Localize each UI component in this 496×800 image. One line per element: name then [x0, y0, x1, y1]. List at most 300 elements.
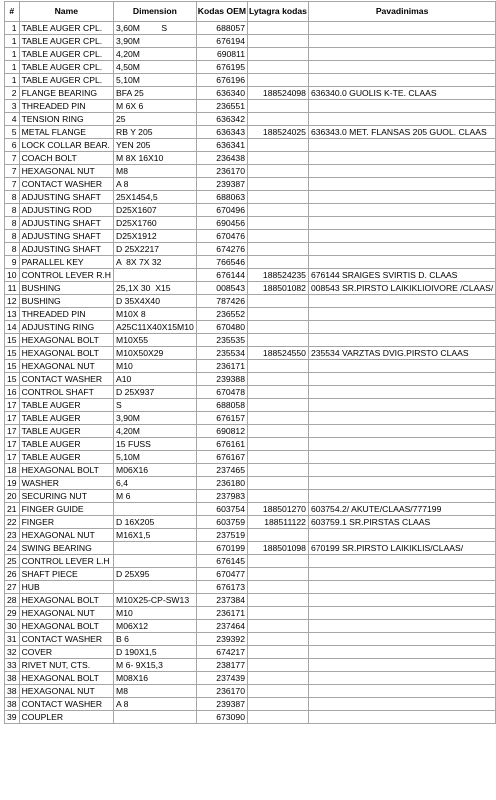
cell-lytagra: [247, 360, 308, 373]
cell-pavadinimas: 603759.1 SR.PIRSTAS CLAAS: [308, 516, 495, 529]
table-row: [5, 620, 496, 633]
cell-oem: 670476: [196, 230, 247, 243]
cell-name: RIVET NUT, CTS.: [19, 659, 113, 672]
cell-pavadinimas: [308, 412, 495, 425]
table-row: [5, 204, 496, 217]
table-row: [5, 295, 496, 308]
cell-num: 31: [5, 633, 20, 646]
cell-pavadinimas: 676144 SRAIGES SVIRTIS D. CLAAS: [308, 269, 495, 282]
cell-oem: 766546: [196, 256, 247, 269]
table-row: [5, 256, 496, 269]
cell-pavadinimas: 603754.2/ AKUTE/CLAAS/777199: [308, 503, 495, 516]
cell-lytagra: 188501082: [247, 282, 308, 295]
cell-num: 22: [5, 516, 20, 529]
table-row: [5, 87, 496, 100]
cell-num: 38: [5, 698, 20, 711]
table-row: [5, 542, 496, 555]
cell-name: HEXAGONAL NUT: [19, 165, 113, 178]
cell-lytagra: [247, 48, 308, 61]
cell-dimension: A 8X 7X 32: [114, 256, 197, 269]
table-row: [5, 659, 496, 672]
cell-dimension: 25: [114, 113, 197, 126]
cell-pavadinimas: [308, 685, 495, 698]
cell-oem: 236180: [196, 477, 247, 490]
header-lytagra: Lytagra kodas: [247, 2, 308, 22]
cell-dimension: YEN 205: [114, 139, 197, 152]
cell-num: 15: [5, 360, 20, 373]
cell-lytagra: [247, 594, 308, 607]
cell-dimension: D 25X95: [114, 568, 197, 581]
cell-dimension: M08X16: [114, 672, 197, 685]
cell-oem: 674217: [196, 646, 247, 659]
cell-oem: 690811: [196, 48, 247, 61]
cell-num: 28: [5, 594, 20, 607]
cell-lytagra: [247, 74, 308, 87]
table-row: [5, 503, 496, 516]
cell-dimension: D25X1760: [114, 217, 197, 230]
cell-dimension: BFA 25: [114, 87, 197, 100]
table-row: [5, 178, 496, 191]
cell-lytagra: [247, 633, 308, 646]
header-name: Name: [19, 2, 113, 22]
cell-lytagra: [247, 568, 308, 581]
cell-lytagra: [247, 464, 308, 477]
cell-oem: 670199: [196, 542, 247, 555]
cell-oem: 676157: [196, 412, 247, 425]
cell-dimension: M 8X 16X10: [114, 152, 197, 165]
cell-lytagra: [247, 685, 308, 698]
cell-num: 6: [5, 139, 20, 152]
cell-dimension: 3,90M: [114, 412, 197, 425]
cell-pavadinimas: [308, 659, 495, 672]
table-row: [5, 672, 496, 685]
cell-oem: 603759: [196, 516, 247, 529]
cell-dimension: 25X1454,5: [114, 191, 197, 204]
table-row: [5, 126, 496, 139]
cell-lytagra: [247, 373, 308, 386]
cell-num: 17: [5, 412, 20, 425]
table-row: [5, 490, 496, 503]
cell-oem: 235535: [196, 334, 247, 347]
cell-dimension: A25C11X40X15M10: [114, 321, 197, 334]
table-row: [5, 22, 496, 35]
cell-num: 11: [5, 282, 20, 295]
cell-dimension: M8: [114, 685, 197, 698]
cell-pavadinimas: [308, 204, 495, 217]
cell-num: 1: [5, 74, 20, 87]
cell-oem: 235534: [196, 347, 247, 360]
table-row: [5, 269, 496, 282]
cell-lytagra: [247, 529, 308, 542]
cell-dimension: 6,4: [114, 477, 197, 490]
cell-pavadinimas: [308, 334, 495, 347]
table-row: [5, 152, 496, 165]
cell-dimension: M10: [114, 360, 197, 373]
cell-dimension: D 190X1,5: [114, 646, 197, 659]
cell-dimension: B 6: [114, 633, 197, 646]
cell-pavadinimas: [308, 256, 495, 269]
cell-num: 1: [5, 22, 20, 35]
cell-name: HEXAGONAL BOLT: [19, 620, 113, 633]
cell-oem: 239392: [196, 633, 247, 646]
cell-pavadinimas: [308, 165, 495, 178]
cell-dimension: M10X 8: [114, 308, 197, 321]
table-row: [5, 243, 496, 256]
cell-name: HEXAGONAL NUT: [19, 607, 113, 620]
header-dimension: Dimension: [114, 2, 197, 22]
cell-oem: 636343: [196, 126, 247, 139]
cell-lytagra: [247, 61, 308, 74]
cell-oem: 008543: [196, 282, 247, 295]
cell-lytagra: [247, 425, 308, 438]
cell-dimension: A10: [114, 373, 197, 386]
cell-lytagra: [247, 451, 308, 464]
cell-num: 7: [5, 178, 20, 191]
cell-num: 29: [5, 607, 20, 620]
cell-dimension: [114, 555, 197, 568]
table-row: [5, 230, 496, 243]
cell-name: TABLE AUGER: [19, 425, 113, 438]
cell-num: 17: [5, 451, 20, 464]
table-row: [5, 464, 496, 477]
cell-pavadinimas: [308, 620, 495, 633]
cell-dimension: M06X16: [114, 464, 197, 477]
table-row: [5, 516, 496, 529]
cell-name: CONTACT WASHER: [19, 373, 113, 386]
cell-lytagra: [247, 646, 308, 659]
cell-name: WASHER: [19, 477, 113, 490]
cell-oem: 237439: [196, 672, 247, 685]
cell-lytagra: [247, 555, 308, 568]
cell-oem: 676167: [196, 451, 247, 464]
cell-pavadinimas: [308, 22, 495, 35]
cell-oem: 237519: [196, 529, 247, 542]
cell-num: 17: [5, 438, 20, 451]
cell-lytagra: 188524025: [247, 126, 308, 139]
cell-pavadinimas: [308, 295, 495, 308]
table-row: [5, 646, 496, 659]
cell-num: 30: [5, 620, 20, 633]
cell-pavadinimas: 670199 SR.PIRSTO LAIKIKLIS/CLAAS/: [308, 542, 495, 555]
cell-lytagra: [247, 490, 308, 503]
table-row: [5, 100, 496, 113]
table-row: [5, 529, 496, 542]
table-row: [5, 555, 496, 568]
table-row: [5, 568, 496, 581]
cell-pavadinimas: [308, 230, 495, 243]
cell-dimension: RB Y 205: [114, 126, 197, 139]
cell-pavadinimas: [308, 191, 495, 204]
table-row: [5, 425, 496, 438]
cell-name: FLANGE BEARING: [19, 87, 113, 100]
cell-pavadinimas: [308, 243, 495, 256]
table-row: [5, 360, 496, 373]
cell-lytagra: [247, 165, 308, 178]
cell-name: HEXAGONAL NUT: [19, 685, 113, 698]
cell-pavadinimas: [308, 711, 495, 724]
cell-num: 24: [5, 542, 20, 555]
cell-lytagra: [247, 204, 308, 217]
cell-pavadinimas: [308, 464, 495, 477]
cell-dimension: 5,10M: [114, 74, 197, 87]
cell-num: 7: [5, 152, 20, 165]
cell-num: 14: [5, 321, 20, 334]
cell-dimension: 3,60M S: [114, 22, 197, 35]
cell-name: ADJUSTING SHAFT: [19, 191, 113, 204]
cell-dimension: M10: [114, 607, 197, 620]
cell-name: TABLE AUGER CPL.: [19, 35, 113, 48]
cell-dimension: [114, 503, 197, 516]
cell-name: THREADED PIN: [19, 100, 113, 113]
cell-pavadinimas: [308, 646, 495, 659]
cell-name: COACH BOLT: [19, 152, 113, 165]
cell-name: CONTACT WASHER: [19, 633, 113, 646]
cell-name: TABLE AUGER: [19, 399, 113, 412]
cell-oem: 670477: [196, 568, 247, 581]
table-row: [5, 477, 496, 490]
cell-lytagra: [247, 659, 308, 672]
table-row: [5, 399, 496, 412]
cell-pavadinimas: 636340.0 GUOLIS K-TE. CLAAS: [308, 87, 495, 100]
cell-pavadinimas: [308, 633, 495, 646]
cell-lytagra: [247, 620, 308, 633]
cell-dimension: D 35X4X40: [114, 295, 197, 308]
cell-num: 12: [5, 295, 20, 308]
cell-name: TABLE AUGER CPL.: [19, 74, 113, 87]
cell-name: TABLE AUGER CPL.: [19, 48, 113, 61]
cell-oem: 236551: [196, 100, 247, 113]
cell-name: TABLE AUGER: [19, 438, 113, 451]
table-row: [5, 61, 496, 74]
cell-pavadinimas: [308, 217, 495, 230]
cell-pavadinimas: 636343.0 MET. FLANSAS 205 GUOL. CLAAS: [308, 126, 495, 139]
cell-lytagra: 188524550: [247, 347, 308, 360]
cell-lytagra: 188501098: [247, 542, 308, 555]
cell-name: BUSHING: [19, 295, 113, 308]
cell-oem: 636341: [196, 139, 247, 152]
cell-name: TABLE AUGER CPL.: [19, 61, 113, 74]
cell-dimension: M10X55: [114, 334, 197, 347]
cell-lytagra: [247, 256, 308, 269]
cell-oem: 236170: [196, 165, 247, 178]
cell-dimension: M 6: [114, 490, 197, 503]
cell-name: ADJUSTING SHAFT: [19, 243, 113, 256]
cell-pavadinimas: [308, 61, 495, 74]
cell-dimension: M10X25-CP-SW13: [114, 594, 197, 607]
cell-pavadinimas: [308, 477, 495, 490]
cell-name: SECURING NUT: [19, 490, 113, 503]
cell-pavadinimas: [308, 308, 495, 321]
parts-table: [4, 1, 496, 724]
cell-name: HEXAGONAL NUT: [19, 360, 113, 373]
header-pavadinimas: Pavadinimas: [308, 2, 495, 22]
cell-oem: 670496: [196, 204, 247, 217]
cell-pavadinimas: [308, 607, 495, 620]
cell-num: 1: [5, 48, 20, 61]
cell-num: 32: [5, 646, 20, 659]
cell-dimension: M 6X 6: [114, 100, 197, 113]
cell-num: 7: [5, 165, 20, 178]
cell-pavadinimas: [308, 386, 495, 399]
cell-num: 17: [5, 425, 20, 438]
cell-num: 21: [5, 503, 20, 516]
cell-dimension: D25X1912: [114, 230, 197, 243]
cell-pavadinimas: [308, 438, 495, 451]
table-row: [5, 451, 496, 464]
cell-oem: 239388: [196, 373, 247, 386]
table-row: [5, 698, 496, 711]
table-row: [5, 308, 496, 321]
cell-num: 17: [5, 399, 20, 412]
cell-dimension: [114, 711, 197, 724]
cell-name: TABLE AUGER: [19, 412, 113, 425]
cell-oem: 676144: [196, 269, 247, 282]
cell-name: HUB: [19, 581, 113, 594]
cell-dimension: [114, 581, 197, 594]
cell-oem: 239387: [196, 698, 247, 711]
cell-dimension: D 25X2217: [114, 243, 197, 256]
cell-name: TABLE AUGER CPL.: [19, 22, 113, 35]
cell-pavadinimas: 008543 SR.PIRSTO LAIKIKLIOIVORE /CLAAS/: [308, 282, 495, 295]
cell-lytagra: [247, 607, 308, 620]
cell-pavadinimas: [308, 399, 495, 412]
cell-dimension: A 8: [114, 698, 197, 711]
cell-pavadinimas: [308, 178, 495, 191]
cell-name: CONTACT WASHER: [19, 698, 113, 711]
cell-dimension: M16X1,5: [114, 529, 197, 542]
cell-name: FINGER: [19, 516, 113, 529]
cell-pavadinimas: [308, 152, 495, 165]
cell-lytagra: [247, 438, 308, 451]
cell-pavadinimas: [308, 321, 495, 334]
cell-lytagra: [247, 217, 308, 230]
cell-num: 39: [5, 711, 20, 724]
cell-num: 8: [5, 191, 20, 204]
cell-num: 15: [5, 334, 20, 347]
table-row: [5, 139, 496, 152]
table-row: [5, 165, 496, 178]
cell-lytagra: [247, 22, 308, 35]
cell-dimension: [114, 269, 197, 282]
cell-dimension: M8: [114, 165, 197, 178]
cell-oem: 236552: [196, 308, 247, 321]
cell-lytagra: [247, 399, 308, 412]
table-row: [5, 685, 496, 698]
cell-lytagra: 188501270: [247, 503, 308, 516]
cell-pavadinimas: [308, 425, 495, 438]
cell-oem: 676196: [196, 74, 247, 87]
cell-oem: 237384: [196, 594, 247, 607]
table-row: [5, 412, 496, 425]
cell-oem: 676194: [196, 35, 247, 48]
cell-oem: 237465: [196, 464, 247, 477]
cell-num: 15: [5, 347, 20, 360]
cell-lytagra: [247, 178, 308, 191]
cell-oem: 674276: [196, 243, 247, 256]
table-row: [5, 35, 496, 48]
cell-oem: 676195: [196, 61, 247, 74]
cell-num: 25: [5, 555, 20, 568]
cell-num: 10: [5, 269, 20, 282]
cell-name: COUPLER: [19, 711, 113, 724]
cell-pavadinimas: [308, 360, 495, 373]
cell-num: 1: [5, 35, 20, 48]
cell-dimension: M 6- 9X15,3: [114, 659, 197, 672]
cell-num: 8: [5, 204, 20, 217]
cell-name: HEXAGONAL BOLT: [19, 347, 113, 360]
table-row: [5, 217, 496, 230]
cell-num: 33: [5, 659, 20, 672]
cell-num: 15: [5, 373, 20, 386]
cell-oem: 688057: [196, 22, 247, 35]
cell-num: 8: [5, 243, 20, 256]
cell-dimension: D 25X937: [114, 386, 197, 399]
cell-lytagra: [247, 698, 308, 711]
cell-lytagra: [247, 334, 308, 347]
cell-lytagra: [247, 230, 308, 243]
cell-dimension: M06X12: [114, 620, 197, 633]
cell-num: 38: [5, 685, 20, 698]
table-row: [5, 334, 496, 347]
cell-num: 16: [5, 386, 20, 399]
cell-name: THREADED PIN: [19, 308, 113, 321]
table-row: [5, 438, 496, 451]
cell-num: 4: [5, 113, 20, 126]
table-body: [5, 22, 496, 724]
cell-num: 20: [5, 490, 20, 503]
cell-name: CONTACT WASHER: [19, 178, 113, 191]
cell-lytagra: 188524235: [247, 269, 308, 282]
cell-lytagra: [247, 711, 308, 724]
table-row: [5, 48, 496, 61]
cell-dimension: 5,10M: [114, 451, 197, 464]
cell-oem: 676145: [196, 555, 247, 568]
cell-pavadinimas: [308, 672, 495, 685]
cell-name: SHAFT PIECE: [19, 568, 113, 581]
cell-name: HEXAGONAL BOLT: [19, 334, 113, 347]
cell-lytagra: [247, 308, 308, 321]
cell-oem: 636342: [196, 113, 247, 126]
cell-oem: 236171: [196, 607, 247, 620]
cell-num: 13: [5, 308, 20, 321]
cell-num: 19: [5, 477, 20, 490]
table-row: [5, 607, 496, 620]
cell-oem: 237983: [196, 490, 247, 503]
table-row: [5, 347, 496, 360]
cell-num: 27: [5, 581, 20, 594]
header-num: #: [5, 2, 20, 22]
cell-oem: 237464: [196, 620, 247, 633]
cell-pavadinimas: [308, 581, 495, 594]
cell-lytagra: [247, 243, 308, 256]
cell-name: BUSHING: [19, 282, 113, 295]
cell-name: HEXAGONAL BOLT: [19, 594, 113, 607]
cell-lytagra: 188524098: [247, 87, 308, 100]
cell-oem: 688063: [196, 191, 247, 204]
cell-pavadinimas: 235534 VARZTAS DVIG.PIRSTO CLAAS: [308, 347, 495, 360]
cell-pavadinimas: [308, 594, 495, 607]
cell-name: PARALLEL KEY: [19, 256, 113, 269]
cell-lytagra: [247, 321, 308, 334]
cell-name: ADJUSTING SHAFT: [19, 230, 113, 243]
cell-name: ADJUSTING ROD: [19, 204, 113, 217]
cell-pavadinimas: [308, 490, 495, 503]
cell-name: ADJUSTING RING: [19, 321, 113, 334]
cell-dimension: 3,90M: [114, 35, 197, 48]
cell-oem: 690456: [196, 217, 247, 230]
table-row: [5, 113, 496, 126]
cell-lytagra: [247, 581, 308, 594]
